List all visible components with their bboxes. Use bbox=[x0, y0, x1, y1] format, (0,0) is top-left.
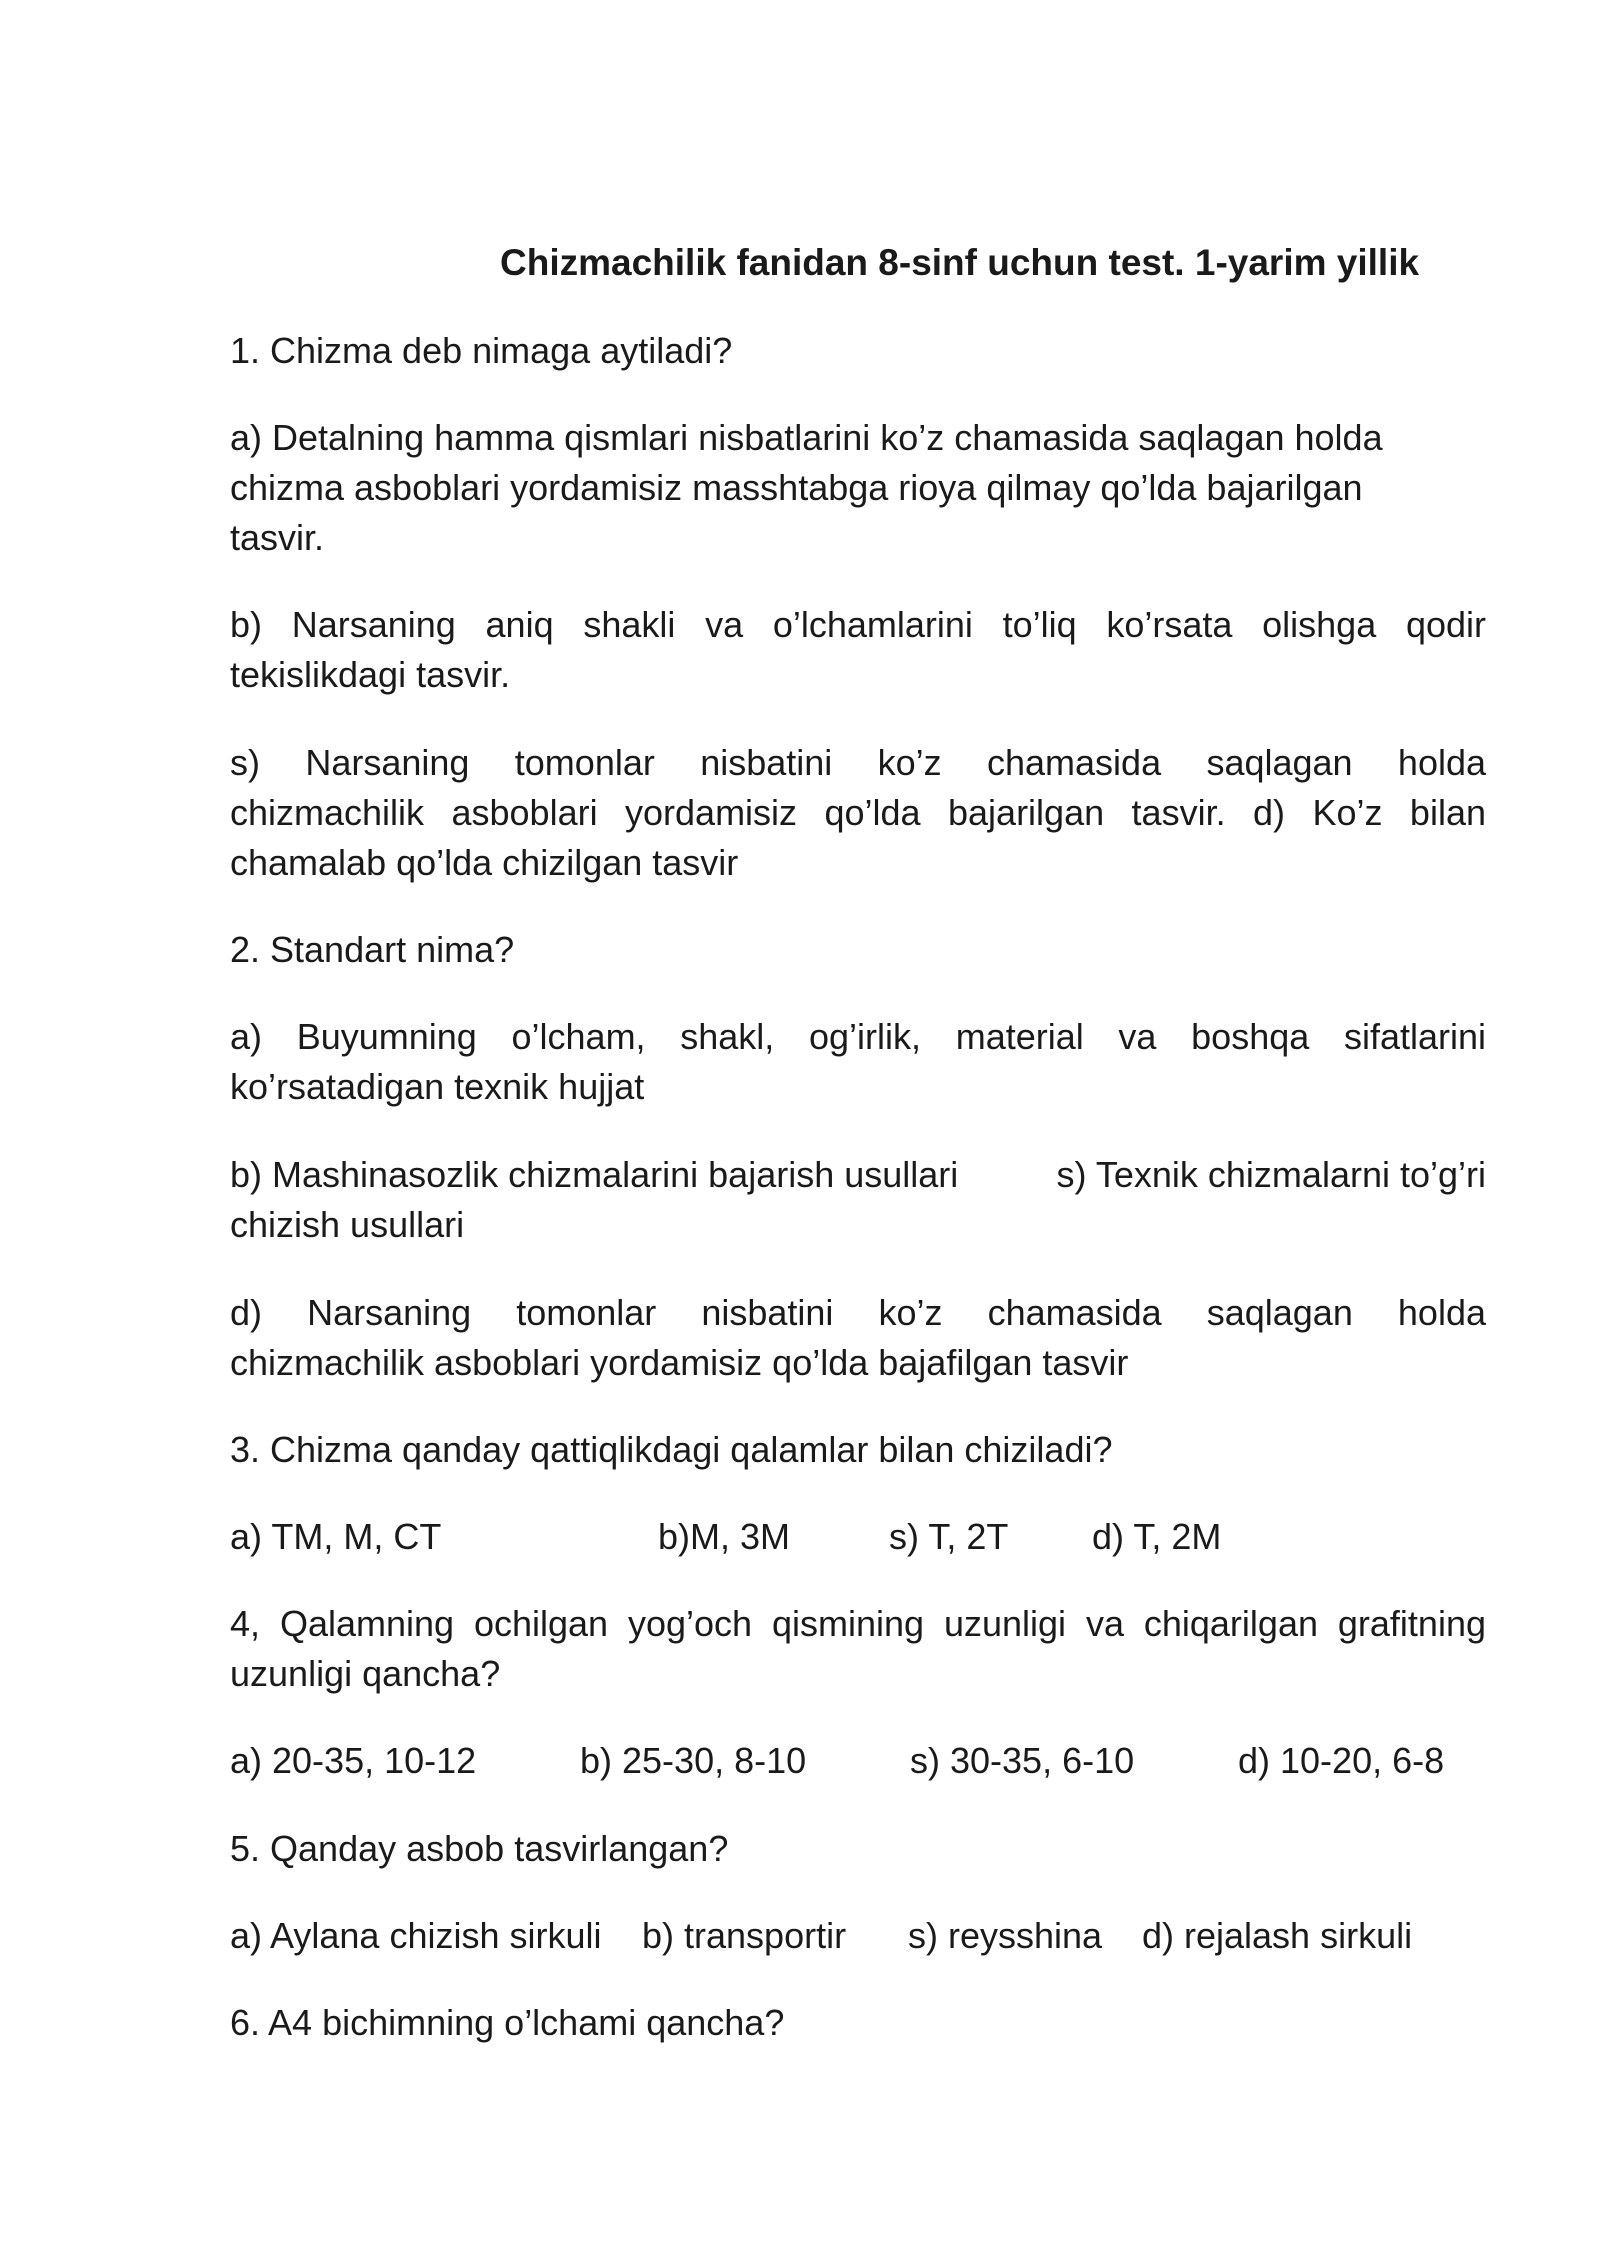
question-6 bbox=[230, 1998, 1486, 2048]
option-a: a) Aylana chizish sirkuli bbox=[230, 1915, 602, 1956]
question-1-option-a bbox=[230, 413, 1486, 563]
option-d: d) rejalash sirkuli bbox=[1142, 1915, 1413, 1956]
question-1-option-b bbox=[230, 600, 1486, 700]
option-b-line: tekislikdagi tasvir. bbox=[230, 654, 511, 695]
option-s: s) T, 2T bbox=[889, 1516, 1009, 1557]
question-1 bbox=[230, 326, 1486, 376]
option-d-line: chizmachilik asboblari yordamisiz qo’lda bajafilgan tasvir bbox=[230, 1342, 1129, 1383]
option-a: a) 20-35, 10-12 bbox=[230, 1740, 477, 1781]
option-a-line: a) Buyumning o’lcham, shakl, og’irlik, material va boshqa sifatlarini bbox=[230, 1016, 1486, 1057]
question-1-option-s bbox=[230, 738, 1486, 888]
question-4-line: uzunligi qancha? bbox=[230, 1653, 501, 1694]
option-b: b) transportir bbox=[642, 1915, 847, 1956]
option-b: b) 25-30, 8-10 bbox=[580, 1740, 807, 1781]
question-2-option-b bbox=[230, 1150, 1486, 1250]
question-2-option-d bbox=[230, 1288, 1486, 1388]
option-s: s) reysshina bbox=[908, 1915, 1103, 1956]
question-4 bbox=[230, 1599, 1486, 1699]
option-a-line: tasvir. bbox=[230, 517, 325, 558]
question-5-options bbox=[230, 1911, 1530, 1961]
question-6-text: 6. A4 bichimning o’lchami qancha? bbox=[230, 2002, 785, 2043]
question-2-option-a bbox=[230, 1012, 1486, 1112]
option-s-line: chamalab qo’lda chizilgan tasvir bbox=[230, 842, 739, 883]
option-a-line bbox=[230, 413, 1486, 463]
question-5 bbox=[230, 1824, 1486, 1874]
question-3-text: 3. Chizma qanday qattiqlikdagi qalamlar bilan chiziladi? bbox=[230, 1429, 1113, 1470]
option-d: d) 10-20, 6-8 bbox=[1238, 1740, 1445, 1781]
question-1-text: 1. Chizma deb nimaga aytiladi? bbox=[230, 330, 733, 371]
option-b-text: b) Mashinasozlik chizmalarini bajarish usullari bbox=[230, 1154, 959, 1195]
option-d: d) T, 2M bbox=[1092, 1516, 1222, 1557]
option-s-text: s) Texnik chizmalarni to’g’ri bbox=[1056, 1154, 1486, 1195]
option-s: s) 30-35, 6-10 bbox=[910, 1740, 1135, 1781]
question-3 bbox=[230, 1425, 1486, 1475]
option-a: a) TM, M, CT bbox=[230, 1516, 442, 1557]
option-s-line: chizmachilik asboblari yordamisiz qo’lda bajarilgan tasvir. d) Ko’z bilan bbox=[230, 792, 1486, 833]
text-line: a) Detalning hamma qismlari nisbatlarini ko’z chamasida saqlagan holda bbox=[230, 417, 1383, 458]
option-a-line: ko’rsatadigan texnik hujjat bbox=[230, 1066, 645, 1107]
question-2-text: 2. Standart nima? bbox=[230, 929, 515, 970]
question-5-text: 5. Qanday asbob tasvirlangan? bbox=[230, 1828, 729, 1869]
question-4-line: 4, Qalamning ochilgan yog’och qismining uzunligi va chiqarilgan grafitning bbox=[230, 1603, 1486, 1644]
question-2 bbox=[230, 925, 1486, 975]
option-s-line: s) Narsaning tomonlar nisbatini ko’z chamasida saqlagan holda bbox=[230, 742, 1486, 783]
document-title: Chizmachilik fanidan 8-sinf uchun test. 1-yarim yillik bbox=[500, 242, 1420, 283]
option-b-line: chizish usullari bbox=[230, 1204, 465, 1245]
option-b-line: b) Narsaning aniq shakli va o’lchamlarini to’liq ko’rsata olishga qodir bbox=[230, 604, 1486, 645]
question-4-options bbox=[230, 1736, 1530, 1786]
option-a-line bbox=[230, 463, 1486, 513]
question-3-options bbox=[230, 1512, 1530, 1562]
option-b: b)M, 3M bbox=[658, 1516, 791, 1557]
option-b-line bbox=[230, 1150, 1486, 1200]
option-d-line: d) Narsaning tomonlar nisbatini ko’z chamasida saqlagan holda bbox=[230, 1292, 1486, 1333]
text-line: chizma asboblari yordamisiz masshtabga rioya qilmay qo’lda bajarilgan bbox=[230, 467, 1363, 508]
